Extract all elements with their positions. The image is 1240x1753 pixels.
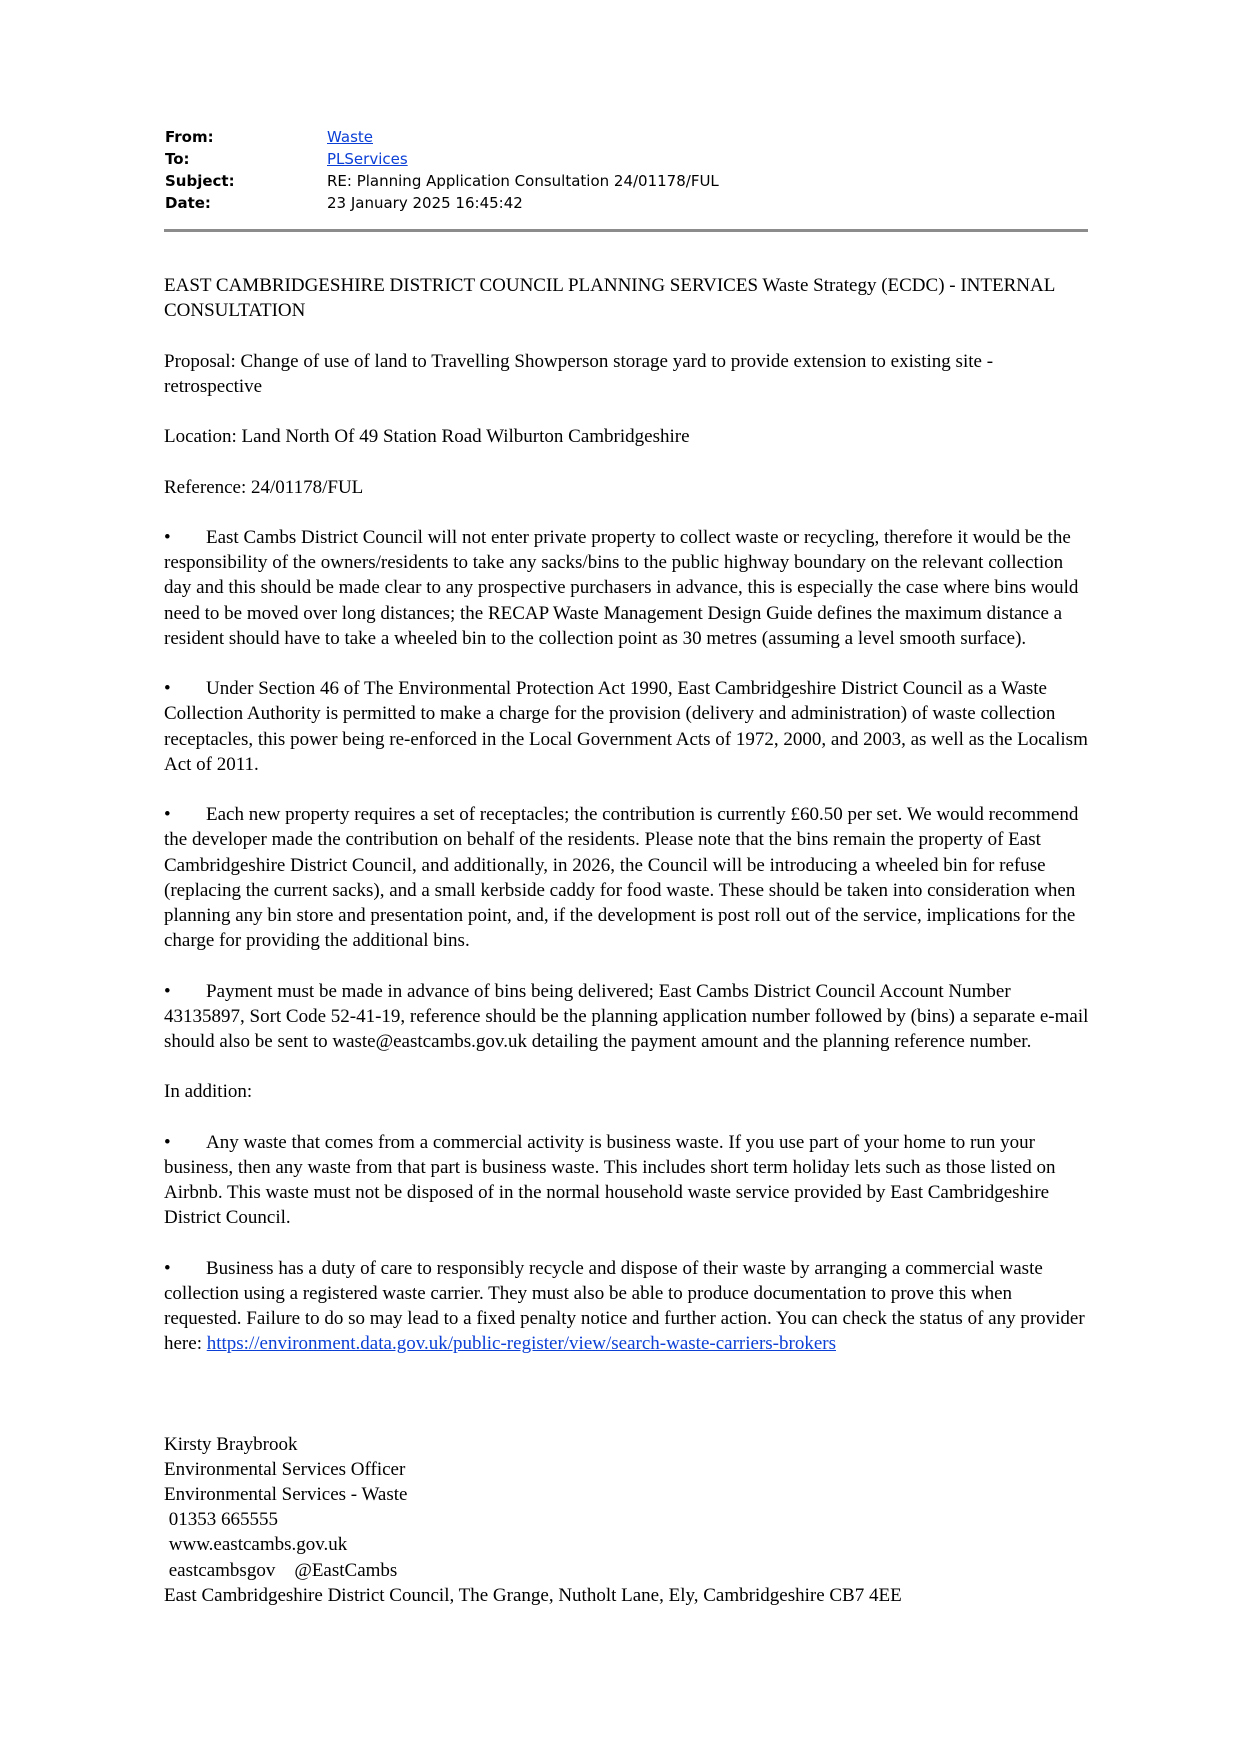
bullet-item: • Business has a duty of care to responsibly recycle and dispose of their waste by arranging a commercial waste collection using a registered waste carrier. They must also be able to produce documentation to prove this when requested. Failure to do so may lead to a fixed penalty notice and further action. You can check the status of any provider here: https://environment.data.gov.uk/public-register/view/search-waste-carriers-brokers [164,1257,1085,1355]
subject-value: RE: Planning Application Consultation 24/01178/FUL [327,172,719,190]
date-value: 23 January 2025 16:45:42 [327,194,523,212]
in-addition: In addition: [164,1081,253,1103]
from-label: From: [165,128,214,146]
bullet-item: • Payment must be made in advance of bins being delivered; East Cambs District Council Account Number 43135897, Sort Code 52-41-19, reference should be the planning application number followed by (bins) a separate e-mail should also be sent to waste@eastcambs.gov.uk detailing the payment amount and the planning reference number. [164,980,1089,1052]
bullet-item: • Any waste that comes from a commercial activity is business waste. If you use part of your home to run your business, then any waste from that part is business waste. This includes short term holiday lets such as those listed on Airbnb. This waste must not be disposed of in the normal household waste service provided by East Cambridgeshire District Council. [164,1131,1056,1229]
to-link[interactable]: PLServices [327,150,408,168]
date-label: Date: [165,194,211,212]
reference: Reference: 24/01178/FUL [164,476,364,498]
bullet-icon: • [164,1257,171,1279]
subject-label: Subject: [165,172,235,190]
bullet-icon: • [164,526,171,548]
bullet-item: • Under Section 46 of The Environmental Protection Act 1990, East Cambridgeshire District Council as a Waste Collection Authority is permitted to make a charge for the provision (delivery and administration) of waste collection receptacles, this power being re-enforced in the Local Government Acts of 1972, 2000, and 2003, as well as the Localism Act of 2011. [164,678,1088,775]
signature [164,1432,1094,1608]
from-link[interactable]: Waste [327,128,373,146]
bullet-icon: • [164,980,171,1002]
location: Location: Land North Of 49 Station Road Wilburton Cambridgeshire [164,426,690,448]
signature-social: eastcambsgov @EastCambs [164,1559,398,1581]
waste-carriers-link[interactable]: https://environment.data.gov.uk/public-register/view/search-waste-carriers-brokers [206,1333,836,1355]
signature-title: Environmental Services Officer [164,1458,406,1480]
signature-name: Kirsty Braybrook [164,1433,298,1455]
signature-website: www.eastcambs.gov.uk [164,1534,348,1556]
signature-dept: Environmental Services - Waste [164,1483,408,1505]
email-header [165,128,719,216]
signature-phone: 01353 665555 [164,1509,278,1531]
consultation-title: EAST CAMBRIDGESHIRE DISTRICT COUNCIL PLANNING SERVICES Waste Strategy (ECDC) - INTERNAL CONSULTATION [164,275,1055,322]
bullet-icon: • [164,804,171,826]
bullet-icon: • [164,678,171,700]
header-divider [164,229,1088,232]
to-label: To: [165,150,190,168]
bullet-item: • Each new property requires a set of receptacles; the contribution is currently £60.50 per set. We would recommend the developer made the contribution on behalf of the residents. Please note that the bins remain the property of East Cambridgeshire District Council, and additionally, in 2026, the Council will be introducing a wheeled bin for refuse (replacing the current sacks), and a small kerbside caddy for food waste. These should be taken into consideration when planning any bin store and presentation point, and, if the development is post roll out of the service, implications for the charge for providing the additional bins. [164,804,1079,952]
proposal: Proposal: Change of use of land to Travelling Showperson storage yard to provide extension to existing site - retrospective [164,350,994,397]
signature-address: East Cambridgeshire District Council, The Grange, Nutholt Lane, Ely, Cambridgeshire CB7 4EE [164,1584,902,1606]
bullet-item: • East Cambs District Council will not enter private property to collect waste or recycling, therefore it would be the responsibility of the owners/residents to take any sacks/bins to the public highway boundary on the relevant collection day and this should be made clear to any prospective purchasers in advance, this is especially the case where bins would need to be moved over long distances; the RECAP Waste Management Design Guide defines the maximum distance a resident should have to take a wheeled bin to the collection point as 30 metres (assuming a level smooth surface). [164,526,1079,649]
bullet-icon: • [164,1131,171,1153]
email-body [164,273,1094,1608]
